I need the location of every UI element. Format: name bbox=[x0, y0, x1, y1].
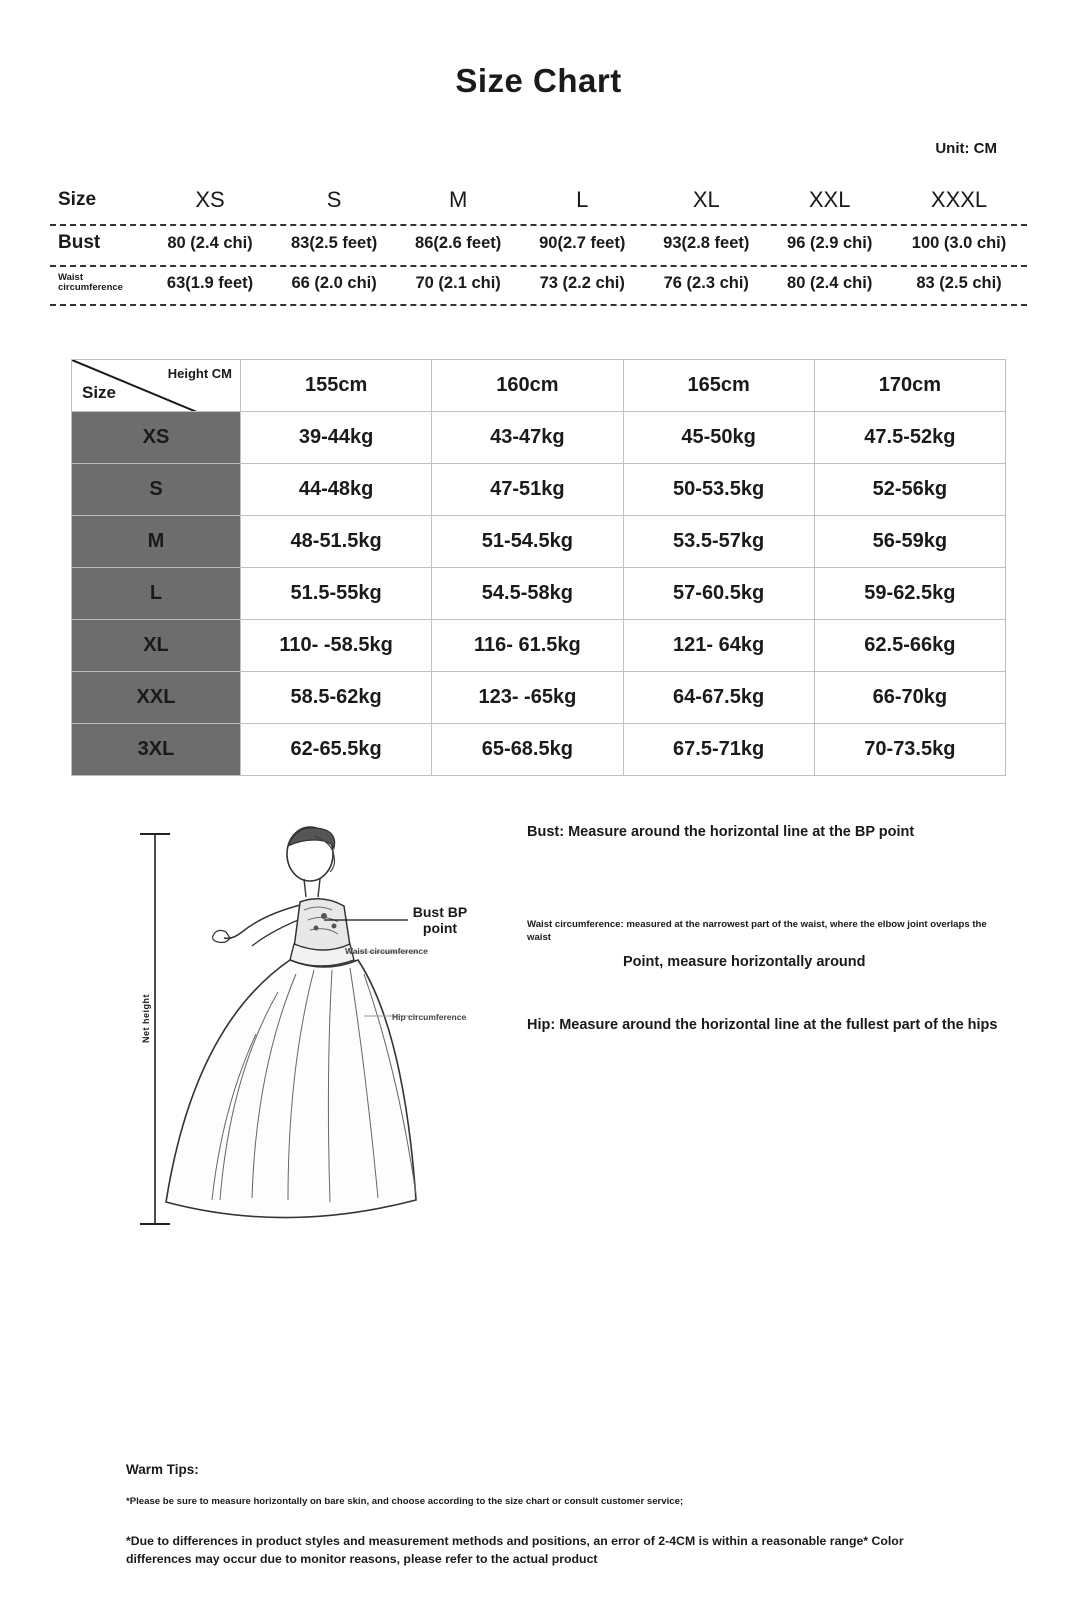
bust-xl: 93(2.8 feet) bbox=[663, 233, 750, 252]
size-header-s: S bbox=[326, 187, 342, 212]
weight-s-165: 50-53.5kg bbox=[623, 463, 814, 515]
table-row bbox=[72, 463, 1006, 515]
measurement-table bbox=[50, 181, 1027, 307]
table-row bbox=[72, 567, 1006, 619]
dress-figure-illustration bbox=[118, 824, 518, 1244]
weight-3xl-160: 65-68.5kg bbox=[432, 723, 623, 775]
weight-xs-160: 43-47kg bbox=[432, 411, 623, 463]
waist-m: 70 (2.1 chi) bbox=[415, 273, 501, 292]
weight-3xl-165: 67.5-71kg bbox=[623, 723, 814, 775]
net-height-label: Net height bbox=[141, 993, 151, 1043]
table-row bbox=[72, 359, 1006, 411]
weight-xl-160: 116- 61.5kg bbox=[432, 619, 623, 671]
weight-s-160: 47-51kg bbox=[432, 463, 623, 515]
col-header-160: 160cm bbox=[432, 359, 623, 411]
weight-m-160: 51-54.5kg bbox=[432, 515, 623, 567]
row-label-bust: Bust bbox=[58, 232, 101, 253]
row-size-xl: XL bbox=[72, 619, 241, 671]
row-size-l: L bbox=[72, 567, 241, 619]
desc-bust: Bust: Measure around the horizontal line at the BP point bbox=[527, 823, 915, 840]
weight-xl-165: 121- 64kg bbox=[623, 619, 814, 671]
weight-xxl-165: 64-67.5kg bbox=[623, 671, 814, 723]
weight-xs-170: 47.5-52kg bbox=[814, 411, 1005, 463]
table-row bbox=[50, 226, 1027, 264]
waist-xs: 63(1.9 feet) bbox=[166, 273, 254, 292]
corner-size-label: Size bbox=[82, 382, 117, 402]
weight-xxl-170: 66-70kg bbox=[814, 671, 1005, 723]
col-header-165: 165cm bbox=[623, 359, 814, 411]
table-row bbox=[72, 515, 1006, 567]
corner-height-label: Height CM bbox=[167, 365, 232, 381]
col-header-155: 155cm bbox=[241, 359, 432, 411]
weight-s-155: 44-48kg bbox=[241, 463, 432, 515]
size-header-xxxl: XXXL bbox=[930, 187, 988, 212]
bust-l: 90(2.7 feet) bbox=[539, 233, 626, 252]
weight-xl-170: 62.5-66kg bbox=[814, 619, 1005, 671]
size-header-xxl: XXL bbox=[808, 187, 851, 212]
col-header-170: 170cm bbox=[814, 359, 1005, 411]
row-size-xs: XS bbox=[72, 411, 241, 463]
weight-xxl-155: 58.5-62kg bbox=[241, 671, 432, 723]
warm-tips-section bbox=[126, 1462, 946, 1569]
warm-tips-line-1: *Please be sure to measure horizontally on bare skin, and choose according to the size chart or consult customer service; bbox=[126, 1496, 684, 1507]
size-header-m: M bbox=[448, 187, 468, 212]
weight-3xl-155: 62-65.5kg bbox=[241, 723, 432, 775]
bust-s: 83(2.5 feet) bbox=[290, 233, 378, 252]
waist-xxl: 80 (2.4 chi) bbox=[787, 273, 873, 292]
table-row bbox=[72, 619, 1006, 671]
row-label-waist: Waist circumference bbox=[58, 272, 123, 294]
bust-xs: 80 (2.4 chi) bbox=[167, 233, 253, 252]
weight-xs-155: 39-44kg bbox=[241, 411, 432, 463]
table-row bbox=[72, 723, 1006, 775]
waist-l: 73 (2.2 chi) bbox=[539, 273, 625, 292]
desc-waist-point: Point, measure horizontally around bbox=[623, 953, 866, 970]
size-header-xl: XL bbox=[692, 187, 720, 212]
weight-xs-165: 45-50kg bbox=[623, 411, 814, 463]
size-header-l: L bbox=[576, 187, 589, 212]
unit-label: Unit: CM bbox=[935, 140, 997, 157]
warm-tips-title: Warm Tips: bbox=[126, 1462, 199, 1477]
warm-tips-line-2: *Due to differences in product styles and measurement methods and positions, an error of 2-4CM is within a reasonable range* Color differences may occur due to monitor reasons, please refer to the actual product bbox=[126, 1534, 904, 1566]
hip-callout-label: Hip circumference bbox=[392, 1011, 467, 1022]
row-size-3xl: 3XL bbox=[72, 723, 241, 775]
row-size-m: M bbox=[72, 515, 241, 567]
illustration-area bbox=[0, 824, 1077, 1254]
weight-s-170: 52-56kg bbox=[814, 463, 1005, 515]
weight-grid-wrapper bbox=[71, 359, 1006, 776]
weight-l-165: 57-60.5kg bbox=[623, 567, 814, 619]
bust-m: 86(2.6 feet) bbox=[415, 233, 502, 252]
divider bbox=[50, 304, 1027, 306]
weight-3xl-170: 70-73.5kg bbox=[814, 723, 1005, 775]
size-header-label: Size bbox=[58, 189, 97, 210]
weight-xxl-160: 123- -65kg bbox=[432, 671, 623, 723]
waist-xl: 76 (2.3 chi) bbox=[663, 273, 749, 292]
grid-corner-cell bbox=[72, 359, 241, 411]
desc-waist: Waist circumference: measured at the narrowest part of the waist, where the elbow joint overlaps the waist bbox=[527, 918, 987, 943]
bust-callout-label: Bust BP point bbox=[412, 903, 468, 936]
table-row bbox=[50, 267, 1027, 304]
weight-l-160: 54.5-58kg bbox=[432, 567, 623, 619]
weight-m-165: 53.5-57kg bbox=[623, 515, 814, 567]
desc-hip: Hip: Measure around the horizontal line at the fullest part of the hips bbox=[527, 1016, 998, 1033]
waist-callout-label: Waist circumference bbox=[345, 945, 428, 956]
bust-xxl: 96 (2.9 chi) bbox=[787, 233, 873, 252]
page-title: Size Chart bbox=[455, 62, 622, 99]
row-size-s: S bbox=[72, 463, 241, 515]
weight-xl-155: 110- -58.5kg bbox=[241, 619, 432, 671]
table-row bbox=[72, 671, 1006, 723]
table-row bbox=[50, 181, 1027, 223]
bust-xxxl: 100 (3.0 chi) bbox=[911, 233, 1007, 252]
row-size-xxl: XXL bbox=[72, 671, 241, 723]
table-row bbox=[72, 411, 1006, 463]
weight-m-155: 48-51.5kg bbox=[241, 515, 432, 567]
weight-grid bbox=[71, 359, 1006, 776]
waist-s: 66 (2.0 chi) bbox=[291, 273, 377, 292]
weight-l-170: 59-62.5kg bbox=[814, 567, 1005, 619]
weight-m-170: 56-59kg bbox=[814, 515, 1005, 567]
weight-l-155: 51.5-55kg bbox=[241, 567, 432, 619]
size-header-xs: XS bbox=[195, 187, 225, 212]
waist-xxxl: 83 (2.5 chi) bbox=[916, 273, 1002, 292]
